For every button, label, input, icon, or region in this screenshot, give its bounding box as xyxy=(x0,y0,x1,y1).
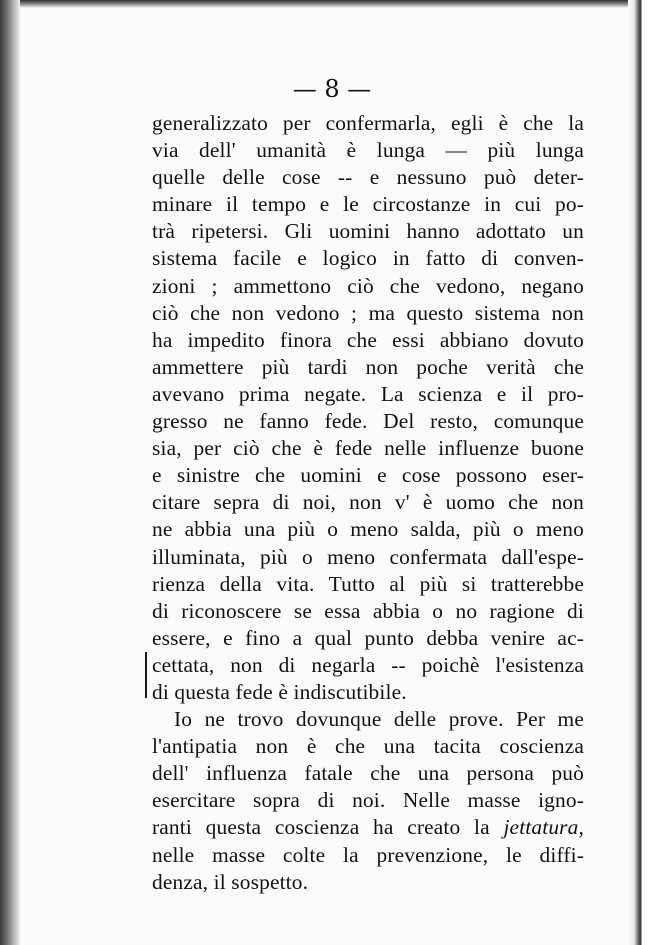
paragraph-start-line: Io ne trovo dovunque delle prove. Per me xyxy=(174,707,584,732)
body-text xyxy=(152,110,584,896)
margin-pencil-mark xyxy=(145,652,147,698)
text-line: l'antipatia non è che una tacita coscienza xyxy=(152,734,584,759)
text-line: ammettere più tardi non poche verità che xyxy=(152,354,584,379)
text-line: quelle delle cose -- e nessuno può deter- xyxy=(152,165,584,190)
italic-word: jettatura, xyxy=(503,815,584,840)
text-line: avevano prima negate. La scienza e il pro- xyxy=(152,381,584,406)
scan-left-edge xyxy=(0,0,20,945)
text-line: dell' influenza fatale che una persona può xyxy=(152,761,584,786)
text-line: generalizzato per confermarla, egli è che la xyxy=(152,111,584,135)
paragraph-end-line: denza, il sospetto. xyxy=(152,869,309,894)
text-line: citare sepra di noi, non v' è uomo che non xyxy=(152,490,584,515)
text-line: gresso ne fanno fede. Del resto, comunque xyxy=(152,409,584,434)
text-line: essere, e fino a qual punto debba venire ac- xyxy=(152,625,584,650)
text-line: minare il tempo e le circostanze in cui po- xyxy=(152,192,584,217)
text-line: nelle masse colte la prevenzione, le diffi- xyxy=(152,842,584,867)
text-line: zioni ; ammettono ciò che vedono, negano xyxy=(152,273,584,298)
page-number: — 8 — xyxy=(292,75,372,103)
text-line: sia, per ciò che è fede nelle influenze buone xyxy=(152,436,584,461)
text-line: esercitare sopra di noi. Nelle masse igno- xyxy=(152,788,584,813)
scan-right-edge xyxy=(628,0,652,945)
text-line: di riconoscere se essa abbia o no ragione di xyxy=(152,598,584,623)
text-line: e sinistre che uomini e cose possono eser- xyxy=(152,463,584,488)
text-line: ha impedito finora che essi abbiano dovuto xyxy=(152,327,584,352)
text-line: sistema facile e logico in fatto di conven- xyxy=(152,246,584,271)
text-line: ne abbia una più o meno salda, più o meno xyxy=(152,517,584,542)
text-line: cettata, non di negarla -- poichè l'esistenza xyxy=(152,652,584,677)
text-line: ciò che non vedono ; ma questo sistema non xyxy=(152,300,584,325)
text-line: illuminata, più o meno confermata dall'espe- xyxy=(152,544,584,569)
text-line: rienza della vita. Tutto al più si tratterebbe xyxy=(152,571,584,596)
text-line: trà ripetersi. Gli uomini hanno adottato un xyxy=(152,219,584,244)
text-line-with-italic: ranti questa coscienza ha creato la jettatura, xyxy=(152,815,584,840)
paragraph-end-line: di questa fede è indiscutibile. xyxy=(152,679,407,704)
text-line: via dell' umanità è lunga — più lunga xyxy=(152,138,584,163)
scan-top-edge xyxy=(0,0,652,8)
